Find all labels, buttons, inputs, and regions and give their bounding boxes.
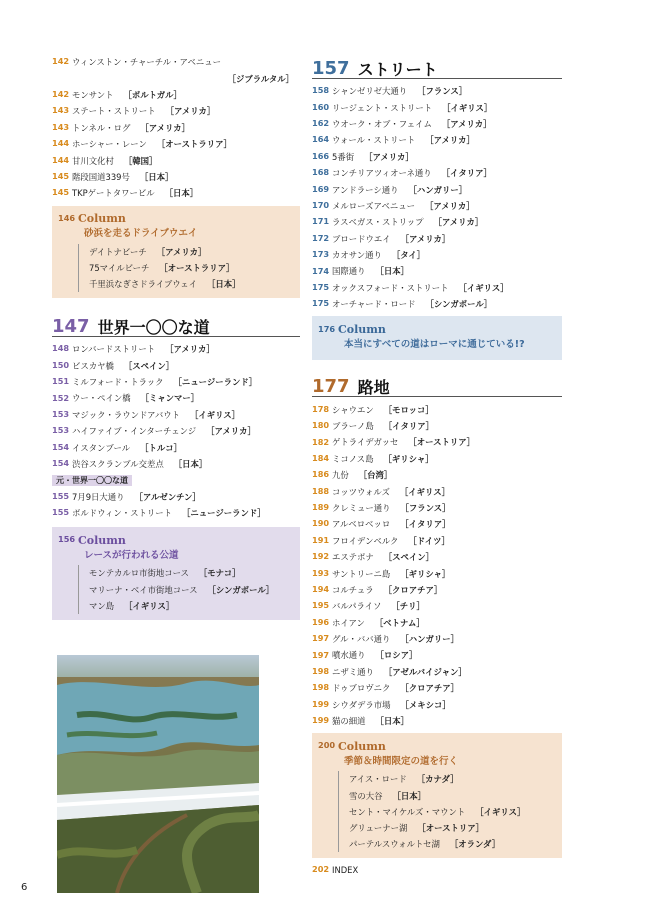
item-country: ［チリ］	[391, 601, 425, 612]
item-country: ［日本］	[207, 278, 241, 289]
item-country: ［オーストラリア］	[159, 262, 235, 273]
item-name: ゲトライデガッセ	[332, 437, 399, 448]
item-name: ステート・ストリート	[72, 106, 156, 117]
list-item[interactable]	[349, 787, 556, 803]
item-country: ［ニュージーランド］	[173, 377, 258, 388]
page-number: 150	[52, 359, 70, 370]
item-name: TKPゲートタワービル	[72, 188, 155, 199]
item-name: アイス・ロード	[349, 774, 407, 785]
page-number: 153	[52, 408, 70, 419]
item-name: ボルドウィン・ストリート	[72, 508, 172, 519]
item-country: ［イギリス］	[475, 806, 526, 817]
list-item-continuation	[52, 70, 300, 86]
page-number: 142	[52, 89, 70, 100]
list-item[interactable]	[312, 664, 562, 680]
page-number: 199	[312, 715, 330, 726]
item-name: ミルフォード・トラック	[72, 377, 164, 388]
page-number: 146	[58, 212, 76, 223]
page-number: 193	[312, 567, 330, 578]
list-item[interactable]	[52, 185, 300, 201]
item-name: サントリーニ島	[332, 568, 391, 579]
list-147	[52, 341, 300, 521]
column-header[interactable]	[58, 212, 294, 226]
list-item[interactable]	[312, 263, 562, 279]
item-country: ［ハンガリー］	[408, 184, 468, 195]
item-name: マリーナ・ベイ市街地コース	[89, 584, 198, 595]
section-number: 147	[52, 316, 90, 338]
page-number: 153	[52, 425, 70, 436]
item-country: ［ハンガリー］	[400, 634, 459, 645]
item-name: ハイファイブ・インターチェンジ	[72, 426, 197, 437]
item-name: モンサント	[72, 89, 114, 100]
item-country: ［アメリカ］	[425, 200, 475, 211]
item-name: ホイアン	[332, 617, 365, 628]
item-country: ［ギリシャ］	[383, 453, 434, 464]
list-item[interactable]	[52, 136, 300, 152]
list-item[interactable]	[52, 439, 300, 455]
item-name: ラスベガス・ストリップ	[332, 217, 424, 228]
list-item[interactable]	[312, 549, 562, 565]
page-number: 170	[312, 200, 330, 210]
page-number: 154	[52, 458, 70, 469]
page-number: 164	[312, 134, 330, 145]
page-number: 180	[312, 420, 330, 431]
list-item[interactable]	[312, 116, 562, 132]
page-number: 160	[312, 101, 330, 112]
item-country: ［ジブラルタル］	[227, 73, 294, 84]
item-name: ロンバードストリート	[72, 344, 156, 355]
list-item[interactable]	[52, 374, 300, 390]
item-name: 雪の大谷	[349, 790, 383, 801]
list-item[interactable]	[312, 181, 562, 197]
page-number: 188	[312, 485, 330, 496]
item-name: フロイデンベルク	[332, 535, 399, 546]
item-country: ［シンガポール］	[425, 299, 493, 310]
item-country: ［アメリカ］	[140, 122, 191, 133]
list-item[interactable]	[312, 500, 562, 516]
list-item[interactable]	[312, 214, 562, 230]
page-number: 162	[312, 118, 330, 129]
page-number: 156	[58, 534, 76, 545]
page-number: 152	[52, 392, 70, 403]
list-item[interactable]	[89, 582, 294, 598]
item-name: パーテルスウォルトセ湖	[349, 839, 440, 850]
list-item[interactable]	[349, 804, 556, 820]
list-item[interactable]	[52, 103, 300, 119]
item-name: 階段国道339号	[72, 171, 130, 182]
item-name: ウオーク・オブ・フェイム	[332, 118, 432, 129]
item-country: ［イタリア］	[383, 421, 434, 432]
item-country: ［オーストリア］	[417, 822, 484, 833]
column-items	[78, 244, 294, 293]
item-name: ウィンストン・チャーチル・アベニュー	[72, 57, 221, 68]
page-number: 155	[52, 507, 70, 518]
list-item[interactable]	[312, 516, 562, 532]
column-label: Column	[78, 211, 126, 225]
item-name: オックスフォード・ストリート	[332, 282, 449, 293]
list-item[interactable]	[312, 631, 562, 647]
column-title: 本当にすべての道はローマに通じている!?	[344, 338, 525, 350]
right-column	[312, 0, 562, 879]
page-number: 142	[52, 56, 70, 67]
list-item[interactable]	[52, 505, 300, 521]
section-header-157	[312, 52, 562, 79]
item-name: 甘川文化村	[72, 155, 114, 166]
item-country: ［韓国］	[123, 155, 158, 166]
item-name: コルチュラ	[332, 584, 374, 595]
list-item[interactable]	[312, 149, 562, 165]
item-country: ［モロッコ］	[383, 404, 434, 415]
page-number: 154	[52, 441, 70, 452]
index-entry[interactable]	[312, 862, 562, 878]
list-item[interactable]	[52, 390, 300, 406]
item-name: コンチリアツィオーネ通り	[332, 168, 432, 179]
page-number: 175	[312, 281, 330, 292]
page-number: 190	[312, 518, 330, 529]
page-footer-number: 6	[21, 882, 28, 893]
list-item[interactable]	[52, 357, 300, 373]
list-item[interactable]	[312, 680, 562, 696]
column-label: Column	[338, 322, 386, 336]
section-header-177	[312, 370, 562, 397]
item-name: ブロードウエイ	[332, 233, 391, 244]
list-item[interactable]	[312, 401, 562, 417]
item-country: ［スペイン］	[123, 360, 175, 371]
column-box-rome	[312, 316, 562, 360]
item-name: トンネル・ログ	[72, 122, 131, 133]
top-list	[52, 54, 300, 202]
item-country: ［トルコ］	[140, 442, 182, 453]
column-header[interactable]	[58, 533, 294, 547]
list-item[interactable]	[52, 120, 300, 136]
item-country: ［ロシア］	[375, 650, 418, 661]
section-title: 世界一〇〇な道	[97, 318, 210, 338]
section-header-147	[52, 310, 300, 337]
item-country: ［ベトナム］	[374, 617, 425, 628]
page-number: 176	[318, 323, 336, 334]
column-box-drive	[52, 206, 300, 299]
list-item[interactable]	[52, 169, 300, 185]
item-name: デイトナビーチ	[89, 246, 147, 257]
page-number: 192	[312, 551, 330, 562]
list-item[interactable]	[312, 231, 562, 247]
item-country: ［カナダ］	[416, 774, 459, 785]
list-157	[312, 83, 562, 312]
item-country: ［日本］	[392, 790, 426, 801]
item-name: 渋谷スクランブル交差点	[72, 458, 164, 469]
page-number: 173	[312, 249, 330, 260]
item-name: リージェント・ストリート	[332, 102, 433, 113]
item-country: ［オランダ］	[449, 839, 501, 850]
item-country: ［フランス］	[400, 502, 451, 513]
item-country: ［アルゼンチン］	[134, 491, 201, 502]
page-number: 143	[52, 121, 70, 132]
item-country: ［日本］	[164, 188, 199, 199]
page-number: 143	[52, 105, 70, 116]
item-name: イスタンブール	[72, 442, 131, 453]
item-name: アルベロベッロ	[332, 519, 391, 530]
page-number: 198	[312, 665, 330, 676]
item-country: ［スペイン］	[383, 552, 434, 563]
item-name: ドゥブロヴニク	[332, 683, 391, 694]
page-number: 194	[312, 584, 330, 595]
item-country: ［アゼルバイジャン］	[383, 666, 467, 677]
item-country: ［ニュージーランド］	[182, 508, 266, 519]
page-number: 195	[312, 600, 330, 611]
list-item[interactable]	[312, 451, 562, 467]
item-country: ［アメリカ］	[364, 151, 414, 162]
item-name: メルローズアベニュー	[332, 200, 415, 211]
page-number: 182	[312, 436, 330, 447]
list-item[interactable]	[312, 132, 562, 148]
item-name: グル・ババ通り	[332, 634, 391, 645]
list-item[interactable]	[312, 598, 562, 614]
item-country: ［イギリス］	[458, 282, 509, 293]
item-country: ［フランス］	[417, 86, 468, 97]
item-country: ［オーストラリア］	[156, 139, 232, 150]
list-item[interactable]	[312, 247, 562, 263]
list-item[interactable]	[312, 434, 562, 450]
item-name: モンテカルロ市街地コース	[89, 568, 189, 579]
column-box-race	[52, 527, 300, 620]
list-item[interactable]	[312, 582, 562, 598]
list-item[interactable]	[312, 99, 562, 115]
page-number: 148	[52, 343, 70, 354]
item-country: ［日本］	[375, 266, 409, 277]
item-country: ［モナコ］	[198, 568, 241, 579]
page-number: 186	[312, 469, 330, 480]
section-number: 177	[312, 376, 350, 398]
page-number: 175	[312, 298, 330, 309]
list-item[interactable]	[52, 456, 300, 472]
item-name: コッツウォルズ	[332, 486, 390, 497]
section-title: 路地	[357, 378, 390, 398]
item-country: ［イギリス］	[124, 600, 175, 611]
page-number: 144	[52, 154, 70, 165]
item-country: ［クロアチア］	[383, 584, 443, 595]
item-country: ［アメリカ］	[441, 118, 492, 129]
item-name: 7月9日大通り	[72, 491, 125, 502]
item-name: ホーシャー・レーン	[72, 139, 147, 150]
column-items	[338, 771, 556, 852]
list-item[interactable]	[312, 697, 562, 713]
page-number: 158	[312, 85, 330, 96]
list-item[interactable]	[312, 296, 562, 312]
list-item[interactable]	[89, 598, 294, 614]
page-number: 178	[312, 403, 330, 414]
item-country: ［アメリカ］	[165, 106, 216, 117]
item-country: ［ギリシャ］	[400, 568, 451, 579]
list-item[interactable]	[52, 54, 300, 70]
item-name: 5番街	[332, 151, 355, 162]
item-country: ［シンガポール］	[207, 584, 275, 595]
item-name: エステポナ	[332, 552, 374, 563]
column-items	[78, 565, 294, 614]
item-country: ［アメリカ］	[206, 426, 256, 437]
page-number: 166	[312, 150, 330, 161]
column-title: 季節＆時間限定の道を行く	[344, 755, 459, 767]
page-number: 199	[312, 698, 330, 709]
item-name: オーチャード・ロード	[332, 299, 416, 310]
page-number: 202	[312, 864, 330, 875]
item-country: ［アメリカ］	[156, 246, 207, 257]
page-number: 169	[312, 183, 330, 194]
section-number: 157	[312, 58, 350, 79]
item-name: ウー・ペイン橋	[72, 393, 131, 404]
list-item[interactable]	[52, 407, 300, 423]
item-name: シャンゼリゼ大通り	[332, 86, 408, 97]
item-country: ［アメリカ］	[425, 135, 475, 146]
item-name: バルパライソ	[332, 601, 382, 612]
item-country: ［メキシコ］	[400, 699, 451, 710]
page-number: 151	[52, 376, 70, 387]
page-number: 196	[312, 616, 330, 627]
column-title: レースが行われる公道	[84, 549, 179, 561]
list-item[interactable]	[349, 771, 556, 787]
item-country: ［アメリカ］	[400, 233, 451, 244]
item-name: ミコノス島	[332, 453, 374, 464]
list-item[interactable]	[52, 341, 300, 357]
item-name: 75マイルビーチ	[89, 262, 150, 273]
list-item[interactable]	[312, 615, 562, 631]
item-country: ［イギリス］	[442, 102, 493, 113]
column-header[interactable]	[318, 322, 556, 336]
item-name: ニザミ通り	[332, 666, 374, 677]
list-item[interactable]	[312, 647, 562, 663]
page-number: 168	[312, 167, 330, 178]
item-name: 九份	[332, 470, 349, 481]
page-number: 197	[312, 633, 330, 644]
column-label: Column	[78, 533, 126, 547]
item-country: ［アメリカ］	[433, 217, 484, 228]
list-item[interactable]	[349, 836, 556, 852]
list-item[interactable]	[89, 276, 294, 292]
list-item[interactable]	[89, 565, 294, 581]
page-number: 155	[52, 490, 70, 501]
item-country: ［日本］	[139, 171, 174, 182]
page-number: 189	[312, 502, 330, 513]
page-number: 144	[52, 138, 70, 149]
item-name: クレミュー通り	[332, 502, 391, 513]
item-country: ［イギリス］	[399, 486, 450, 497]
list-item[interactable]	[312, 483, 562, 499]
item-name: アンドラーシ通り	[332, 184, 399, 195]
item-name: セント・マイケルズ・マウント	[349, 806, 466, 817]
list-item[interactable]	[312, 280, 562, 296]
list-item[interactable]	[52, 152, 300, 168]
item-name: ビスカヤ橋	[72, 360, 114, 371]
page-number: 184	[312, 452, 330, 463]
left-column	[52, 0, 300, 620]
list-item[interactable]	[312, 565, 562, 581]
list-item[interactable]	[312, 713, 562, 729]
page-number: 191	[312, 534, 330, 545]
item-name: ウォール・ストリート	[332, 135, 416, 146]
item-country: ［日本］	[375, 716, 409, 727]
list-item[interactable]	[52, 489, 300, 505]
item-country: ［イタリア］	[400, 519, 451, 530]
column-title: 砂浜を走るドライブウエイ	[84, 227, 198, 239]
item-name: 噴水通り	[332, 650, 366, 661]
page-number: 200	[318, 740, 336, 751]
page-number: 172	[312, 232, 330, 243]
item-country: ［ミャンマー］	[140, 393, 200, 404]
item-name: 国際通り	[332, 266, 366, 277]
list-item[interactable]	[312, 165, 562, 181]
item-country: ［イギリス］	[189, 409, 241, 420]
list-item[interactable]	[89, 260, 294, 276]
item-country: ［タイ］	[391, 250, 426, 261]
item-name: シウダデラ市場	[332, 699, 391, 710]
list-item[interactable]	[312, 418, 562, 434]
item-country: ［クロアチア］	[400, 683, 460, 694]
list-item[interactable]	[52, 423, 300, 439]
item-country: ［アメリカ］	[165, 344, 215, 355]
item-name: マジック・ラウンドアバウト	[72, 409, 180, 420]
list-item[interactable]	[312, 198, 562, 214]
former-label-row	[52, 472, 300, 488]
waterfall-photo	[57, 655, 259, 893]
item-name: グリューナー湖	[349, 822, 408, 833]
column-box-seasonal	[312, 733, 562, 858]
item-country: ［オーストリア］	[408, 437, 476, 448]
page-number: 198	[312, 682, 330, 693]
item-country: ［日本］	[173, 458, 208, 469]
column-label: Column	[338, 739, 386, 753]
item-name: シャウエン	[332, 404, 374, 415]
section-title: ストリート	[357, 60, 438, 79]
item-country: ［ドイツ］	[408, 535, 450, 546]
item-name: ブラーノ島	[332, 421, 374, 432]
page-number: 145	[52, 187, 70, 198]
list-item[interactable]	[52, 87, 300, 103]
former-label: 元・世界一〇〇な道	[52, 475, 132, 487]
index-label: INDEX	[332, 865, 359, 876]
item-country: ［ポルトガル］	[123, 89, 182, 100]
page-number: 145	[52, 171, 70, 181]
item-country: ［台湾］	[358, 470, 393, 481]
list-item[interactable]	[312, 83, 562, 99]
page-number: 197	[312, 649, 330, 660]
item-name: マン島	[89, 600, 115, 611]
list-177	[312, 401, 562, 729]
item-country: ［イタリア］	[441, 168, 492, 179]
column-header[interactable]	[318, 739, 556, 753]
item-name: カオサン通り	[332, 250, 382, 261]
item-name: 千里浜なぎさドライブウェイ	[89, 278, 198, 289]
page-number: 174	[312, 265, 330, 276]
page-number: 171	[312, 216, 330, 227]
item-name: 猫の細道	[332, 716, 366, 727]
list-item[interactable]	[349, 820, 556, 836]
list-item[interactable]	[312, 467, 562, 483]
list-item[interactable]	[89, 244, 294, 260]
list-item[interactable]	[312, 533, 562, 549]
